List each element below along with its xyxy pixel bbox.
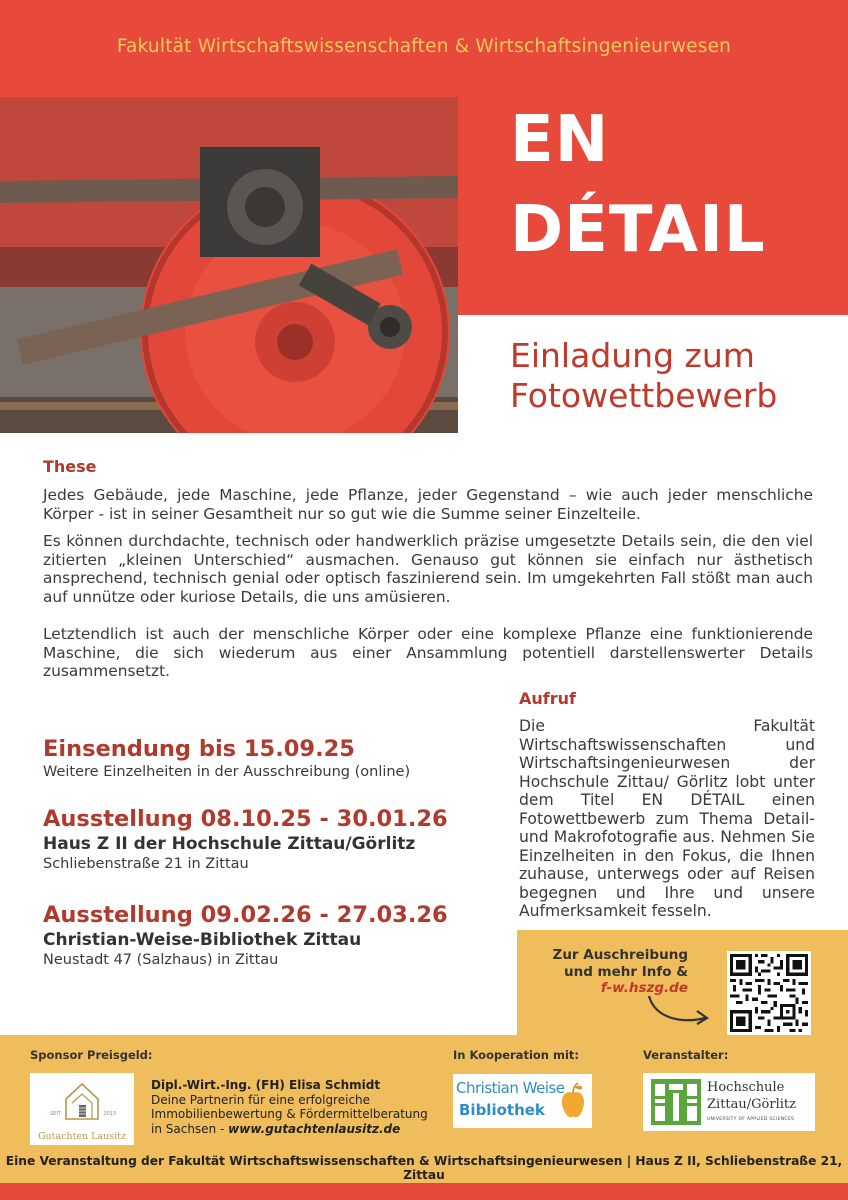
these-paragraph-1: Jedes Gebäude, jede Maschine, jede Pflanze, jeder Gegenstand – wie auch jeder menschliche Körper - ist in seiner Gesamtheit nur so gut wie die Summe seiner Einzelteile. [43,486,813,523]
locomotive-wheel-photo [0,97,458,433]
sponsor-label: Sponsor Preisgeld: [30,1048,153,1062]
exhibition-1-place: Haus Z II der Hochschule Zittau/Görlitz [43,834,416,854]
gutachten-lausitz-logo[interactable] [30,1073,134,1145]
cooperation-label: In Kooperation mit: [453,1048,579,1062]
exhibition-1-dates: Ausstellung 08.10.25 - 30.01.26 [43,806,448,832]
aufruf-heading: Aufruf [519,689,576,708]
main-title-line1: EN [510,103,610,177]
sponsor-line-3 [151,1122,428,1137]
aufruf-text: Die Fakultät Wirtschaftswissenschaften und Wirtschaftsingenieurwesen der Hochschule Zittau/ Görlitz lobt unter dem Titel EN DÉTAIL einen Fotowettbewerb zum Thema Detail- und Makrofotografie aus. Nehmen Sie Einzelheiten in den Fokus, die Ihnen zuhause, unterwegs oder auf Reisen begegnen und Ihre und unsere Aufmerksamkeit fesseln. [519,717,815,920]
sponsor-line-3-prefix: in Sachsen - [151,1121,229,1136]
exhibition-2-address: Neustadt 47 (Salzhaus) in Zittau [43,952,279,968]
info-line-1: Zur Auschreibung [552,947,688,963]
main-title [510,95,766,275]
sponsor-url-link[interactable]: www.gutachtenlausitz.de [228,1121,401,1136]
faculty-title: Fakultät Wirtschaftswissenschaften & Wirtschaftsingenieurwesen [116,36,732,57]
exhibition-2-place: Christian-Weise-Bibliothek Zittau [43,930,362,950]
cwb-logo-line-2: Bibliothek [459,1101,545,1119]
subtitle-line1: Einladung zum [510,336,755,375]
house-icon [62,1079,102,1121]
sponsor-logo-text: Gutachten Lausitz [37,1131,127,1142]
hochschule-emblem-icon [651,1079,701,1125]
organizer-label: Veranstalter: [643,1048,729,1062]
curved-arrow-icon [645,990,715,1030]
info-link[interactable]: f-w.hszg.de [600,980,688,996]
sponsor-name: Dipl.-Wirt.-Ing. (FH) Elisa Schmidt [151,1078,381,1092]
sponsor-logo-year: 2013 [103,1111,116,1117]
exhibition-2-block [43,902,448,970]
these-heading: These [43,457,97,476]
these-paragraph-2: Es können durchdachte, technisch oder handwerklich präzise umgesetzte Details sein, die den viel zitierten „kleinen Unterschied“ ausmachen. Genauso gut können sie einfach nur ästhetisch ansprechend, technisch genial oder optisch faszinierend sein. Im umgekehrten Fall stößt man auch auf unnütze oder kuriose Details, die uns amüsieren. [43,532,813,606]
sponsor-line-1: Deine Partnerin für eine erfolgreiche [151,1092,371,1107]
hszg-logo-line-2: Zittau/Görlitz [707,1097,796,1112]
bottom-band [0,1183,848,1200]
submission-details: Weitere Einzelheiten in der Ausschreibung (online) [43,764,411,780]
sponsor-line-2: Immobilienbewertung & Fördermittelberatung [151,1107,428,1121]
christian-weise-bibliothek-logo[interactable] [453,1074,592,1128]
exhibition-2-dates: Ausstellung 09.02.26 - 27.03.26 [43,902,448,928]
submission-block [43,736,410,782]
info-line-2: und mehr Info & [563,963,688,980]
exhibition-1-address: Schliebenstraße 21 in Zittau [43,856,249,872]
submission-deadline: Einsendung bis 15.09.25 [43,736,355,762]
qr-code-icon[interactable] [727,951,811,1035]
main-title-line2: DÉTAIL [510,193,766,267]
sponsor-logo-since: SEIT [50,1111,61,1117]
cwb-logo-line-1: Christian Weise [456,1079,565,1097]
footer-note: Eine Veranstaltung der Fakultät Wirtschaftswissenschaften & Wirtschaftsingenieurwesen | Haus Z II, Schliebenstraße 21, Zittau [5,1154,843,1182]
these-paragraph-3: Letztendlich ist auch der menschliche Körper oder eine komplexe Pflanze eine funktionierende Maschine, die sich wiederum aus einer Ansammlung potentiell darstellenswerter Details zusammensetzt. [43,625,813,680]
hochschule-zittau-goerlitz-logo[interactable] [643,1073,815,1131]
apple-icon [560,1081,586,1121]
hszg-logo-line-1: Hochschule [707,1080,785,1095]
exhibition-1-block [43,806,448,874]
subtitle-line2: Fotowettbewerb [510,376,778,415]
sponsor-details [151,1078,428,1136]
subtitle [510,336,777,416]
hszg-logo-subtitle: UNIVERSITY OF APPLIED SCIENCES [707,1117,795,1122]
